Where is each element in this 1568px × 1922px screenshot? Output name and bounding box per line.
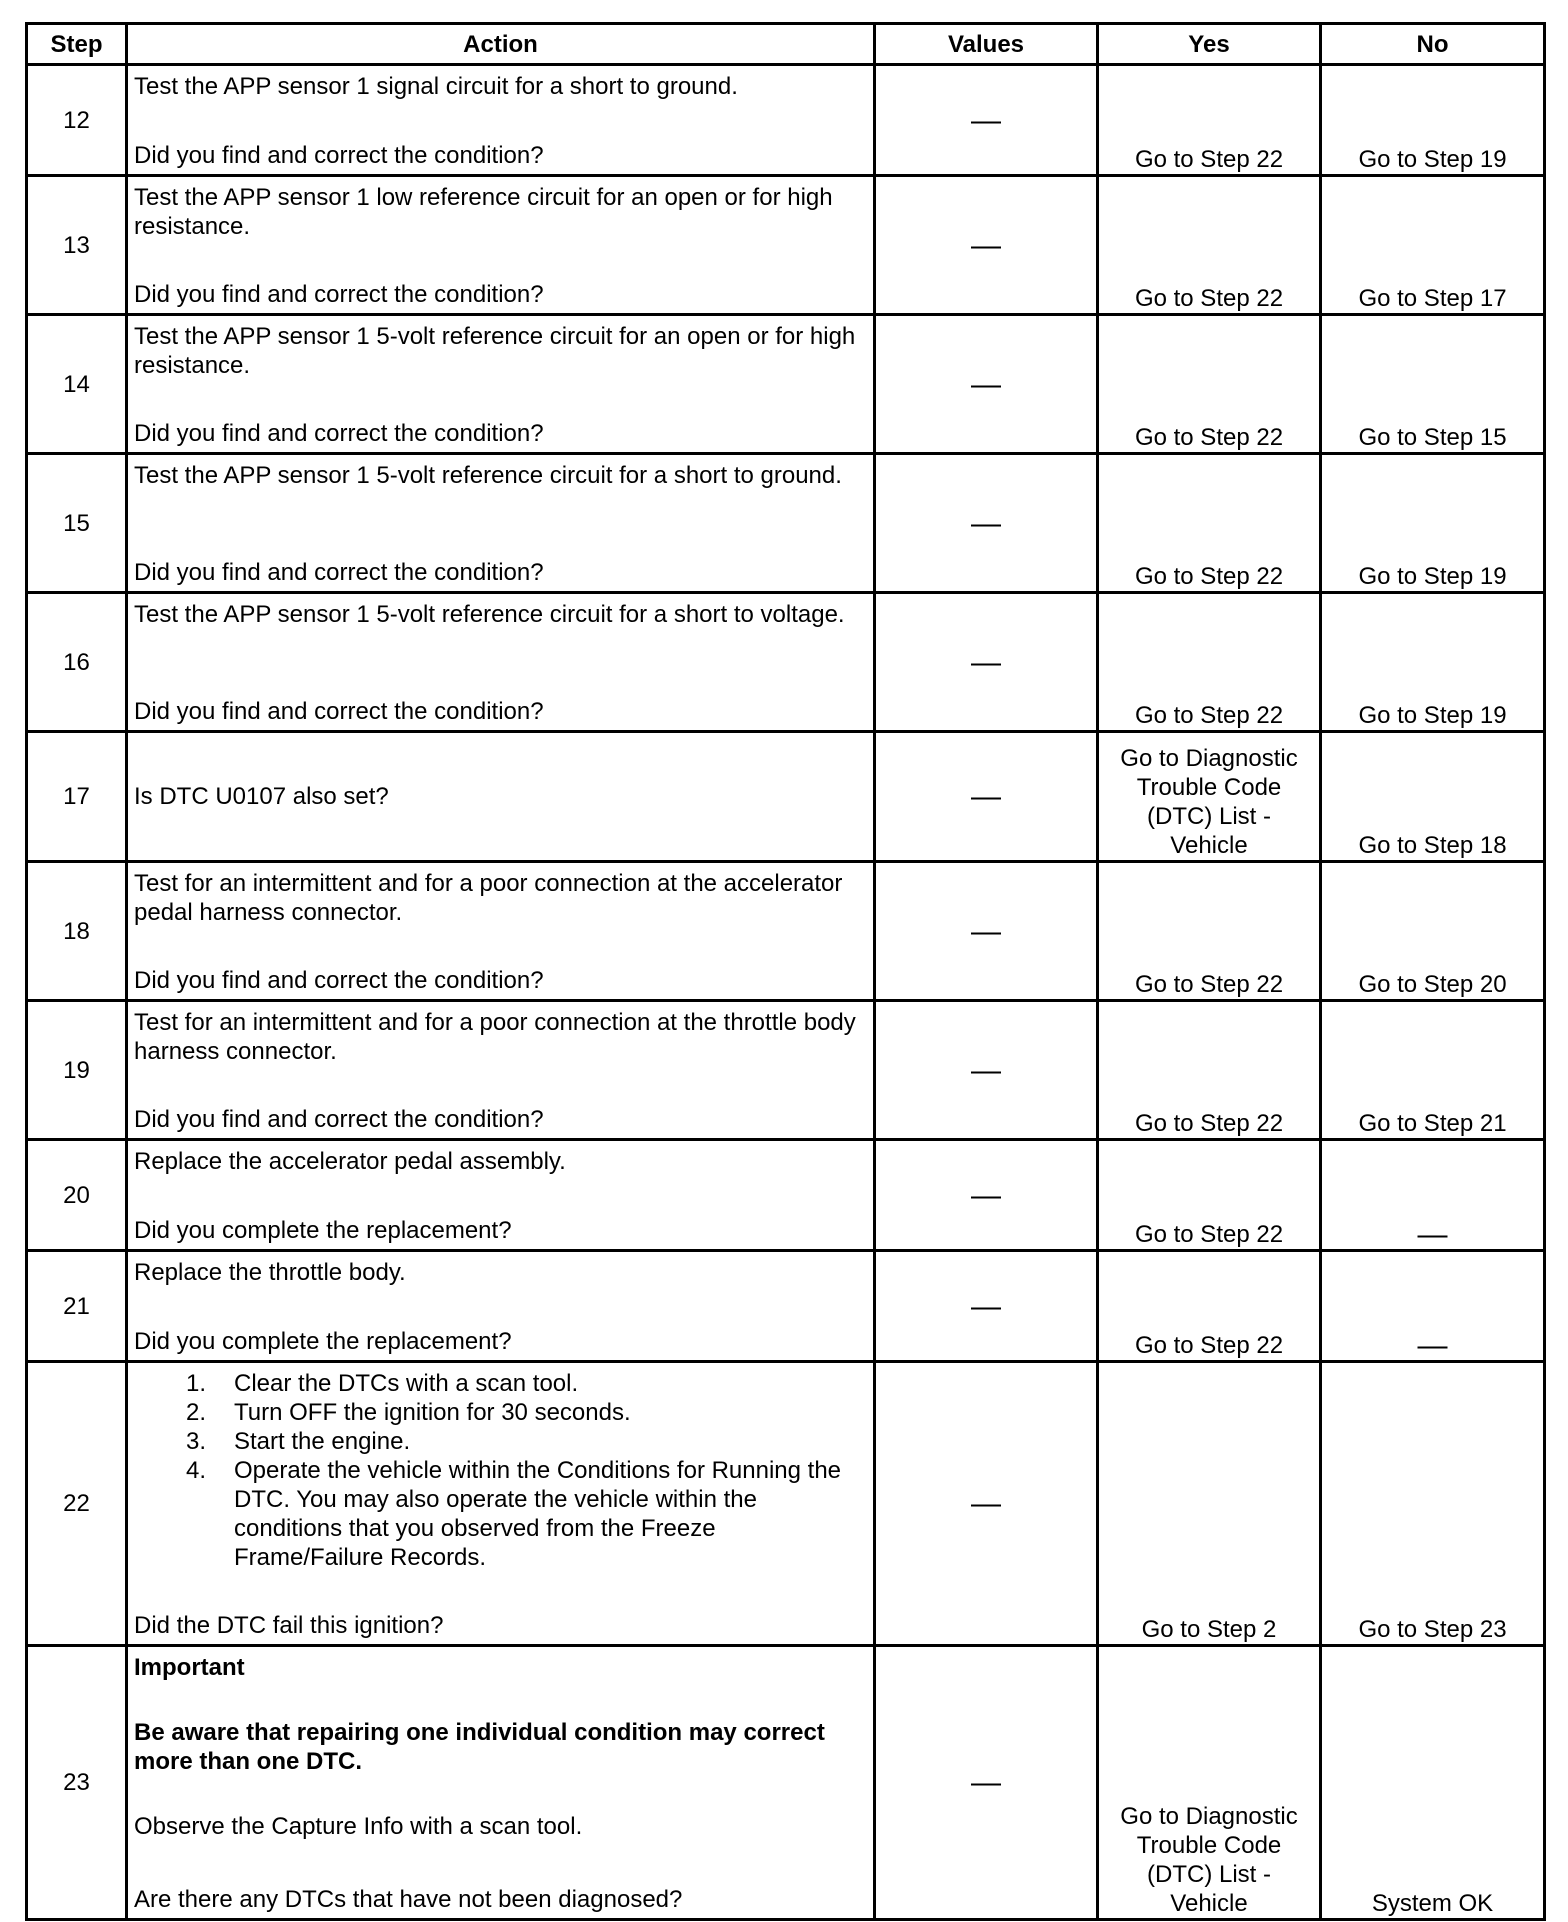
action-text: Replace the accelerator pedal assembly. bbox=[134, 1148, 566, 1175]
yes-cell: Go to Step 22 bbox=[1098, 1140, 1321, 1251]
yes-cell: Go to Step 22 bbox=[1098, 862, 1321, 1001]
table-row bbox=[27, 862, 1545, 1001]
action-cell bbox=[127, 65, 875, 176]
no-cell: Go to Step 21 bbox=[1321, 1001, 1545, 1140]
values-cell: — bbox=[875, 65, 1098, 176]
yes-cell: Go to Diagnostic Trouble Code (DTC) List - Vehicle bbox=[1098, 732, 1321, 862]
yes-cell: Go to Step 22 bbox=[1098, 1251, 1321, 1362]
values-cell: — bbox=[875, 1140, 1098, 1251]
header-no: No bbox=[1321, 24, 1545, 65]
list-item-number: 1. bbox=[185, 1370, 206, 1397]
list-item-number: 2. bbox=[185, 1399, 206, 1426]
header-values: Values bbox=[875, 24, 1098, 65]
action-question: Did you find and correct the condition? bbox=[134, 281, 544, 308]
action-question: Did you find and correct the condition? bbox=[134, 559, 544, 586]
action-question: Did you find and correct the condition? bbox=[134, 420, 544, 447]
list-item-number: 4. bbox=[185, 1457, 206, 1484]
header-yes: Yes bbox=[1098, 24, 1321, 65]
action-cell bbox=[127, 176, 875, 315]
yes-cell: Go to Step 22 bbox=[1098, 315, 1321, 454]
no-cell: Go to Step 23 bbox=[1321, 1362, 1545, 1646]
values-cell: — bbox=[875, 732, 1098, 862]
list-item bbox=[134, 1456, 867, 1572]
step-number: 23 bbox=[27, 1646, 127, 1920]
action-question: Did you complete the replacement? bbox=[134, 1328, 512, 1355]
action-cell bbox=[127, 1362, 875, 1646]
values-cell: — bbox=[875, 176, 1098, 315]
action-text: Test the APP sensor 1 low reference circuit for an open or for high resistance. bbox=[134, 184, 833, 240]
action-text: Observe the Capture Info with a scan tool. bbox=[134, 1813, 583, 1840]
no-cell: Go to Step 20 bbox=[1321, 862, 1545, 1001]
step-number: 15 bbox=[27, 454, 127, 593]
step-number: 12 bbox=[27, 65, 127, 176]
yes-cell: Go to Step 22 bbox=[1098, 65, 1321, 176]
yes-cell: Go to Step 2 bbox=[1098, 1362, 1321, 1646]
values-cell: — bbox=[875, 1001, 1098, 1140]
action-cell bbox=[127, 1001, 875, 1140]
header-step: Step bbox=[27, 24, 127, 65]
step-number: 18 bbox=[27, 862, 127, 1001]
values-cell: — bbox=[875, 862, 1098, 1001]
diagnostic-table bbox=[25, 22, 1546, 1921]
action-question: Is DTC U0107 also set? bbox=[127, 732, 875, 862]
list-item-text: Turn OFF the ignition for 30 seconds. bbox=[234, 1399, 631, 1426]
action-cell bbox=[127, 1140, 875, 1251]
no-cell: Go to Step 19 bbox=[1321, 593, 1545, 732]
action-text: Test for an intermittent and for a poor connection at the throttle body harness connector. bbox=[134, 1009, 856, 1065]
action-question: Did you find and correct the condition? bbox=[134, 142, 544, 169]
no-cell: Go to Step 19 bbox=[1321, 65, 1545, 176]
table-row bbox=[27, 315, 1545, 454]
action-text: Replace the throttle body. bbox=[134, 1259, 406, 1286]
table-row bbox=[27, 1646, 1545, 1920]
list-item-text: Clear the DTCs with a scan tool. bbox=[234, 1370, 579, 1397]
procedure-list bbox=[134, 1369, 867, 1572]
list-item-text: Start the engine. bbox=[234, 1428, 411, 1455]
table-row bbox=[27, 1362, 1545, 1646]
values-cell: — bbox=[875, 1362, 1098, 1646]
action-question: Did you find and correct the condition? bbox=[134, 1106, 544, 1133]
table-row bbox=[27, 454, 1545, 593]
action-cell bbox=[127, 1646, 875, 1920]
values-cell: — bbox=[875, 1251, 1098, 1362]
step-number: 17 bbox=[27, 732, 127, 862]
no-cell: Go to Step 15 bbox=[1321, 315, 1545, 454]
no-cell: — bbox=[1321, 1251, 1545, 1362]
action-text: Test the APP sensor 1 5-volt reference circuit for a short to voltage. bbox=[134, 601, 845, 628]
yes-cell: Go to Step 22 bbox=[1098, 1001, 1321, 1140]
list-item-number: 3. bbox=[185, 1428, 206, 1455]
header-action: Action bbox=[127, 24, 875, 65]
values-cell: — bbox=[875, 454, 1098, 593]
action-question: Did you complete the replacement? bbox=[134, 1217, 512, 1244]
no-cell: — bbox=[1321, 1140, 1545, 1251]
no-cell: Go to Step 17 bbox=[1321, 176, 1545, 315]
table-row bbox=[27, 593, 1545, 732]
action-question: Are there any DTCs that have not been diagnosed? bbox=[134, 1886, 683, 1913]
action-question: Did you find and correct the condition? bbox=[134, 967, 544, 994]
step-number: 13 bbox=[27, 176, 127, 315]
values-cell: — bbox=[875, 1646, 1098, 1920]
table-row bbox=[27, 65, 1545, 176]
action-cell bbox=[127, 454, 875, 593]
yes-cell: Go to Step 22 bbox=[1098, 593, 1321, 732]
important-label: Important bbox=[134, 1654, 245, 1681]
action-cell bbox=[127, 862, 875, 1001]
step-number: 22 bbox=[27, 1362, 127, 1646]
step-number: 21 bbox=[27, 1251, 127, 1362]
table-row bbox=[27, 732, 1545, 862]
table-row bbox=[27, 1251, 1545, 1362]
yes-cell: Go to Step 22 bbox=[1098, 454, 1321, 593]
action-cell bbox=[127, 1251, 875, 1362]
list-item bbox=[134, 1369, 867, 1398]
list-item bbox=[134, 1427, 867, 1456]
action-cell bbox=[127, 593, 875, 732]
no-cell: Go to Step 18 bbox=[1321, 732, 1545, 862]
step-number: 14 bbox=[27, 315, 127, 454]
table-row bbox=[27, 176, 1545, 315]
table-row bbox=[27, 1001, 1545, 1140]
action-text: Test the APP sensor 1 signal circuit for a short to ground. bbox=[134, 73, 738, 100]
action-text: Test the APP sensor 1 5-volt reference circuit for a short to ground. bbox=[134, 462, 842, 489]
step-number: 20 bbox=[27, 1140, 127, 1251]
values-cell: — bbox=[875, 315, 1098, 454]
step-number: 16 bbox=[27, 593, 127, 732]
action-text: Test the APP sensor 1 5-volt reference circuit for an open or for high resistance. bbox=[134, 323, 856, 379]
yes-cell: Go to Step 22 bbox=[1098, 176, 1321, 315]
important-text: Be aware that repairing one individual condition may correct more than one DTC. bbox=[134, 1719, 825, 1775]
action-text: Test for an intermittent and for a poor connection at the accelerator pedal harness connector. bbox=[134, 870, 843, 926]
no-cell: System OK bbox=[1321, 1646, 1545, 1920]
list-item bbox=[134, 1398, 867, 1427]
header-row bbox=[27, 24, 1545, 65]
table-row bbox=[27, 1140, 1545, 1251]
action-question: Did the DTC fail this ignition? bbox=[134, 1612, 444, 1639]
list-item-text: Operate the vehicle within the Conditions for Running the DTC. You may also operate the vehicle within the conditions that you observed from the Freeze Frame/Failure Records. bbox=[234, 1457, 842, 1571]
action-cell bbox=[127, 315, 875, 454]
yes-cell: Go to Diagnostic Trouble Code (DTC) List - Vehicle bbox=[1098, 1646, 1321, 1920]
values-cell: — bbox=[875, 593, 1098, 732]
action-question: Did you find and correct the condition? bbox=[134, 698, 544, 725]
no-cell: Go to Step 19 bbox=[1321, 454, 1545, 593]
step-number: 19 bbox=[27, 1001, 127, 1140]
